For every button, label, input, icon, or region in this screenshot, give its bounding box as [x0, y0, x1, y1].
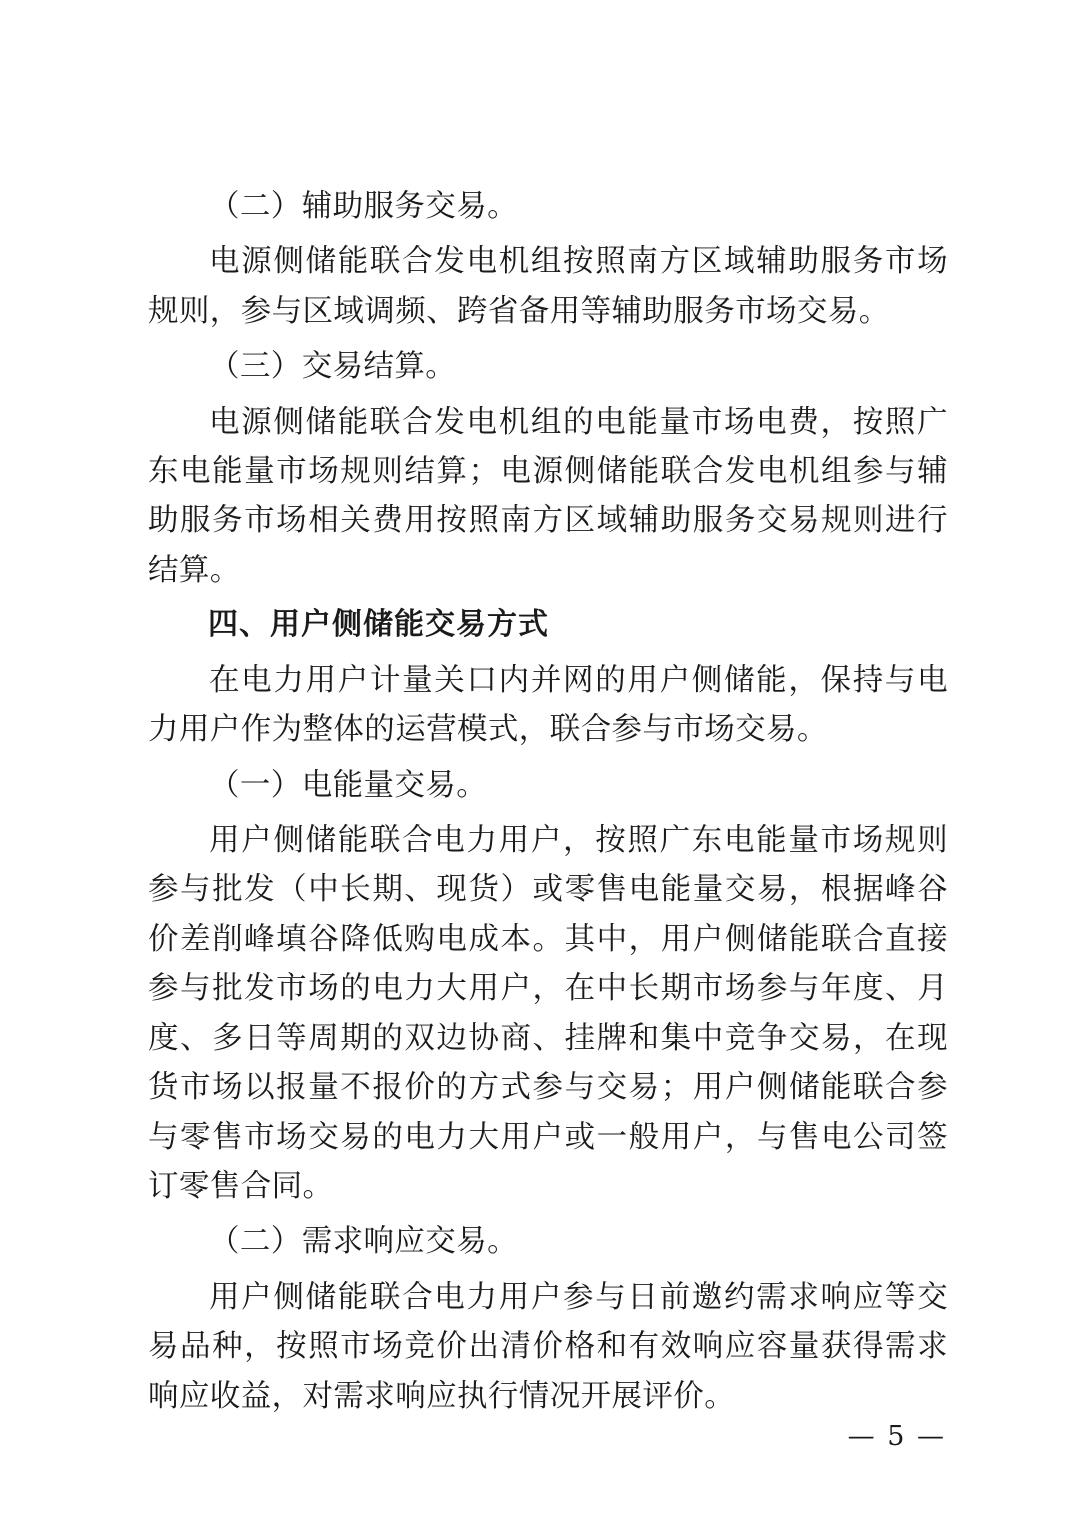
paragraph-subsection-title: （三）交易结算。 [209, 349, 457, 385]
document-body [148, 182, 948, 1427]
paragraph-section-heading: 四、用户侧储能交易方式 [208, 607, 549, 643]
paragraph-subsection-title: （二）需求响应交易。 [209, 1224, 518, 1260]
paragraph-body: 电源侧储能联合发电机组按照南方区域辅助服务市场规则，参与区域调频、跨省备用等辅助服务市场交易。 [148, 244, 948, 329]
paragraph-subsection-title: （二）辅助服务交易。 [209, 189, 518, 224]
page-number: — 5 — [847, 1421, 946, 1452]
paragraph-body: 在电力用户计量关口内并网的用户侧储能，保持与电力用户作为整体的运营模式，联合参与市场交易。 [148, 662, 948, 748]
paragraph-subsection-title: （一）电能量交易。 [209, 767, 488, 803]
paragraph-body: 用户侧储能联合电力用户参与日前邀约需求响应等交易品种，按照市场竞价出清价格和有效响应容量获得需求响应收益，对需求响应执行情况开展评价。 [148, 1279, 948, 1414]
paragraph-body: 用户侧储能联合电力用户，按照广东电能量市场规则参与批发（中长期、现货）或零售电能量交易，根据峰谷价差削峰填谷降低购电成本。其中，用户侧储能联合直接参与批发市场的电力大用户，在中长期市场参与年度、月度、多日等周期的双边协商、挂牌和集中竞争交易，在现货市场以报量不报价的方式参与交易；用户侧储能联合参与零售市场交易的电力大用户或一般用户，与售电公司签订零售合同。 [148, 823, 948, 1204]
paragraph-body: 电源侧储能联合发电机组的电能量市场电费，按照广东电能量市场规则结算；电源侧储能联合发电机组参与辅助服务市场相关费用按照南方区域辅助服务交易规则进行结算。 [148, 404, 948, 588]
